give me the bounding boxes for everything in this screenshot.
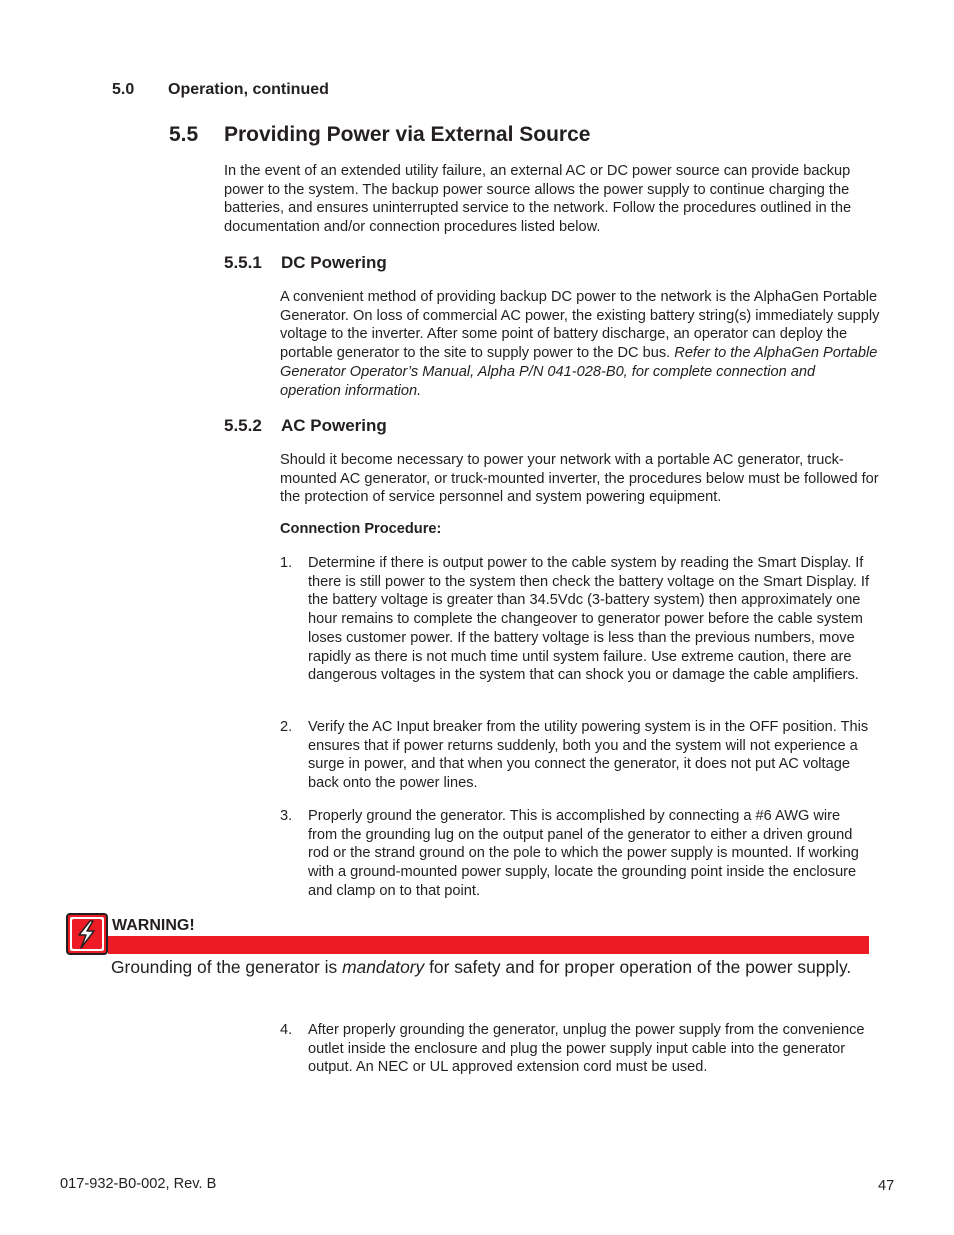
step-number: 3. bbox=[280, 808, 293, 824]
procedure-title: Connection Procedure: bbox=[280, 521, 442, 537]
header-section-number: 5.0 bbox=[112, 81, 135, 98]
footer-doc-number: 017-932-B0-002, Rev. B bbox=[60, 1176, 217, 1192]
section-heading bbox=[169, 123, 590, 147]
ac-heading bbox=[224, 416, 387, 436]
warning-title: WARNING! bbox=[112, 917, 195, 934]
intro-paragraph: In the event of an extended utility failure, an external AC or DC power source can provide backup power to the system. The backup power source allows the power supply to continue charging the batteries, and ensures uninterrupted service to the network. Follow the procedures outlined in the documentation and/or connection procedures listed below. bbox=[224, 163, 852, 236]
header-section-title: Operation, continued bbox=[168, 81, 329, 98]
electrical-hazard-icon bbox=[66, 913, 108, 955]
step-number: 1. bbox=[280, 555, 293, 571]
warning-text-after: for safety and for proper operation of the power supply. bbox=[424, 957, 852, 977]
warning-text-before: Grounding of the generator is bbox=[111, 957, 343, 977]
step-text: After properly grounding the generator, unplug the power supply from the convenience outlet inside the enclosure and plug the power supply input cable into the generator output. An NEC or UL approved extension cord must be used. bbox=[308, 1022, 865, 1076]
ac-title: AC Powering bbox=[281, 416, 387, 435]
dc-paragraph bbox=[280, 288, 880, 400]
warning-text bbox=[111, 956, 871, 978]
section-title: Providing Power via External Source bbox=[224, 123, 591, 146]
running-header bbox=[112, 81, 329, 99]
ac-paragraph: Should it become necessary to power your network with a portable AC generator, truck-mounted AC generator, or truck-mounted inverter, the procedures below must be followed for the protection of service personnel and system powering equipment. bbox=[280, 452, 879, 506]
step-number: 2. bbox=[280, 719, 293, 735]
dc-title: DC Powering bbox=[281, 253, 387, 272]
step-text: Determine if there is output power to the cable system by reading the Smart Display. If there is still power to the system then check the battery voltage on the Smart Display. If the battery voltage is greater than 34.5Vdc (3-battery system) then approximately one hour remains to complete the changeover to generator power before the cable system loses customer power. If the battery voltage is less than the previous numbers, move rapidly as there is not much time until system failure. Use extreme caution, there are dangerous voltages in the system that can shock you or damage the cable amplifiers. bbox=[308, 555, 870, 684]
ac-number: 5.5.2 bbox=[224, 416, 262, 435]
warning-bar bbox=[108, 936, 869, 954]
section-number: 5.5 bbox=[169, 123, 199, 146]
warning-text-emphasis: mandatory bbox=[342, 957, 425, 977]
dc-reference: Refer to the AlphaGen Portable Generator Operator’s Manual, Alpha P/N 041-028-B0, for complete connection and operation information. bbox=[280, 345, 878, 399]
step-text: Properly ground the generator. This is accomplished by connecting a #6 AWG wire from the grounding lug on the output panel of the generator to either a driven ground rod or the strand ground on the pole to which the power supply is mounted. If working with a ground-mounted power supply, locate the grounding point inside the enclosure and clamp on to that point. bbox=[308, 808, 859, 899]
dc-number: 5.5.1 bbox=[224, 253, 262, 272]
dc-heading bbox=[224, 253, 387, 273]
step-number: 4. bbox=[280, 1022, 293, 1038]
footer-page-number: 47 bbox=[878, 1178, 895, 1194]
step-text: Verify the AC Input breaker from the utility powering system is in the OFF position. This ensures that if power returns suddenly, both you and the system will not experience a surge in power, and that when you connect the generator, it does not put AC voltage back onto the power lines. bbox=[308, 719, 869, 792]
dc-text: A convenient method of providing backup DC power to the network is the AlphaGen Portable Generator. On loss of commercial AC power, the existing battery string(s) immediately supply voltage to the inverter. After some point of battery discharge, an operator can deploy the portable generator to the site to supply power to the DC bus. bbox=[280, 289, 880, 362]
